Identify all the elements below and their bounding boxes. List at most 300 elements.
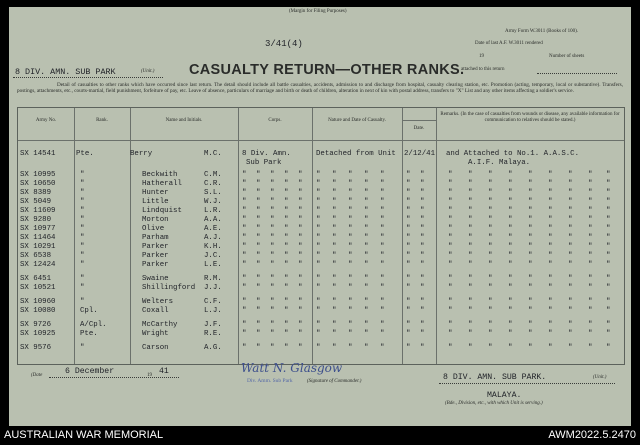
ditto-mark: " [380, 321, 385, 329]
ditto-mark: " [332, 180, 337, 188]
ditto-mark: " [568, 344, 573, 352]
initials: L.J. [204, 307, 222, 315]
ditto-mark: " [348, 298, 353, 306]
table-row-first [18, 150, 624, 167]
ditto-mark: " [316, 344, 321, 352]
ditto-mark: " [468, 252, 473, 260]
ditto-mark: " [270, 189, 275, 197]
ditto-mark: " [420, 198, 425, 206]
ditto-mark: " [284, 275, 289, 283]
col-date: Date. [413, 126, 425, 131]
ditto-mark: " [348, 189, 353, 197]
ditto-mark: " [256, 344, 261, 352]
initials: M.C. [204, 150, 222, 158]
ditto-mark: " [242, 344, 247, 352]
initials: J.J. [204, 284, 222, 292]
ditto-mark: " [332, 252, 337, 260]
location-label: (Bde., Division, etc., with which Unit is serving.) [445, 401, 543, 406]
ditto-mark: " [468, 180, 473, 188]
ditto-mark: " [528, 330, 533, 338]
surname: Swaine [142, 275, 169, 283]
ditto-mark: " [606, 180, 611, 188]
ditto-mark: " [298, 216, 303, 224]
ditto-mark: " [488, 234, 493, 242]
ditto-mark: " [448, 216, 453, 224]
casualty-return-form [9, 7, 631, 426]
ditto-mark: " [588, 252, 593, 260]
ditto-mark: " [348, 225, 353, 233]
ditto-mark: " [508, 225, 513, 233]
ditto-mark: " [488, 243, 493, 251]
ditto-mark: " [348, 171, 353, 179]
ditto-mark: " [406, 344, 411, 352]
rank: Pte. [76, 150, 94, 158]
ditto-mark: " [380, 171, 385, 179]
ditto-mark: " [588, 243, 593, 251]
ditto-mark: " [548, 321, 553, 329]
ditto-mark: " [468, 189, 473, 197]
col-name: Name and Initials. [165, 118, 203, 123]
ditto-mark: " [380, 284, 385, 292]
date-label: (Date [31, 373, 43, 378]
ditto-mark: " [242, 252, 247, 260]
ditto-mark: " [588, 344, 593, 352]
casualty-table [17, 107, 625, 365]
ditto-mark: " [242, 298, 247, 306]
ditto-mark: " [284, 207, 289, 215]
ditto-mark: " [348, 307, 353, 315]
ditto-mark: " [606, 207, 611, 215]
ditto-mark: " [270, 198, 275, 206]
ditto-mark: " [284, 243, 289, 251]
ditto-mark: " [588, 180, 593, 188]
ditto-mark: " [284, 307, 289, 315]
ditto-mark: " [380, 207, 385, 215]
ditto-mark: " [588, 216, 593, 224]
ditto-mark: " [420, 321, 425, 329]
ditto-mark: " [606, 234, 611, 242]
ditto-mark: " [316, 216, 321, 224]
ditto-mark: " [316, 307, 321, 315]
ditto-mark: " [488, 344, 493, 352]
rank: " [80, 198, 85, 206]
ditto-mark: " [448, 171, 453, 179]
ditto-mark: " [420, 243, 425, 251]
ditto-mark: " [588, 189, 593, 197]
army-no: SX 11464 [20, 234, 56, 242]
ditto-mark: " [548, 243, 553, 251]
rank: " [80, 207, 85, 215]
initials: A.A. [204, 216, 222, 224]
initials: L.E. [204, 261, 222, 269]
ditto-mark: " [298, 171, 303, 179]
ditto-mark: " [406, 225, 411, 233]
ditto-mark: " [468, 275, 473, 283]
ditto-mark: " [420, 307, 425, 315]
ditto-mark: " [568, 307, 573, 315]
ditto-mark: " [380, 261, 385, 269]
ditto-mark: " [508, 207, 513, 215]
ditto-mark: " [406, 275, 411, 283]
ditto-mark: " [380, 180, 385, 188]
ditto-mark: " [332, 330, 337, 338]
ditto-mark: " [316, 284, 321, 292]
army-no: SX 11609 [20, 207, 56, 215]
ditto-mark: " [256, 261, 261, 269]
ditto-mark: " [420, 275, 425, 283]
ditto-mark: " [448, 298, 453, 306]
ditto-mark: " [448, 207, 453, 215]
ditto-mark: " [548, 284, 553, 292]
initials: J.C. [204, 252, 222, 260]
ditto-mark: " [406, 234, 411, 242]
ditto-mark: " [284, 261, 289, 269]
ditto-mark: " [448, 307, 453, 315]
ditto-mark: " [420, 216, 425, 224]
ditto-mark: " [448, 344, 453, 352]
rank: " [80, 216, 85, 224]
ditto-mark: " [406, 307, 411, 315]
ditto-mark: " [406, 243, 411, 251]
ditto-mark: " [406, 216, 411, 224]
ditto-mark: " [316, 180, 321, 188]
nature: Detached from Unit [316, 150, 396, 158]
ditto-mark: " [548, 234, 553, 242]
rank: " [80, 344, 85, 352]
ditto-mark: " [298, 252, 303, 260]
ditto-mark: " [332, 275, 337, 283]
ditto-mark: " [568, 330, 573, 338]
ditto-mark: " [242, 234, 247, 242]
ditto-mark: " [380, 234, 385, 242]
ditto-mark: " [364, 252, 369, 260]
ditto-mark: " [508, 252, 513, 260]
ditto-mark: " [548, 198, 553, 206]
ditto-mark: " [332, 207, 337, 215]
initials: L.R. [204, 207, 222, 215]
ditto-mark: " [548, 261, 553, 269]
ditto-mark: " [548, 252, 553, 260]
ditto-mark: " [588, 330, 593, 338]
ditto-mark: " [568, 180, 573, 188]
ditto-mark: " [380, 330, 385, 338]
army-no: SX 6538 [20, 252, 52, 260]
ditto-mark: " [568, 284, 573, 292]
archive-footer [0, 426, 640, 445]
ditto-mark: " [256, 207, 261, 215]
surname: Little [142, 198, 169, 206]
ditto-mark: " [332, 216, 337, 224]
table-row [18, 330, 624, 340]
ditto-mark: " [298, 284, 303, 292]
ditto-mark: " [270, 275, 275, 283]
instructions-text: Detail of casualties to other ranks which have occurred since last return. The detail should include all battle casualties, accidents, admission to and discharge from hospital, casualty clearing station, etc. Promotion (acting, temporary, local or substantive). Transfers, postings, attachments, etc., courts-martial, field punishment, forfeiture of pay, etc. Leave of absence, particulars of marriage and birth or death of children, alteration in next of kin with postal address, transfers to "X" List and any other items affecting a soldier's service. [17, 82, 623, 94]
army-no: SX 9280 [20, 216, 52, 224]
initials: R.E. [204, 330, 222, 338]
ditto-mark: " [548, 344, 553, 352]
ditto-mark: " [270, 307, 275, 315]
ditto-mark: " [588, 207, 593, 215]
ditto-mark: " [364, 243, 369, 251]
army-no: SX 10650 [20, 180, 56, 188]
initials: S.L. [204, 189, 222, 197]
ditto-mark: " [548, 298, 553, 306]
ditto-mark: " [508, 275, 513, 283]
ditto-mark: " [488, 275, 493, 283]
army-no: SX 10977 [20, 225, 56, 233]
ditto-mark: " [242, 330, 247, 338]
ditto-mark: " [284, 180, 289, 188]
ditto-mark: " [242, 307, 247, 315]
ditto-mark: " [364, 234, 369, 242]
ditto-mark: " [508, 234, 513, 242]
ditto-mark: " [448, 330, 453, 338]
ditto-mark: " [406, 298, 411, 306]
ditto-mark: " [284, 216, 289, 224]
ditto-mark: " [528, 207, 533, 215]
ditto-mark: " [332, 284, 337, 292]
ditto-mark: " [284, 171, 289, 179]
ditto-mark: " [528, 234, 533, 242]
ditto-mark: " [488, 284, 493, 292]
ditto-mark: " [548, 207, 553, 215]
ditto-mark: " [508, 189, 513, 197]
date: 2/12/41 [404, 150, 436, 158]
ditto-mark: " [588, 307, 593, 315]
ditto-mark: " [448, 261, 453, 269]
ditto-mark: " [420, 344, 425, 352]
rank: " [80, 189, 85, 197]
army-no: SX 10960 [20, 298, 56, 306]
initials: J.F. [204, 321, 222, 329]
initials: C.F. [204, 298, 222, 306]
ditto-mark: " [420, 252, 425, 260]
ditto-mark: " [488, 198, 493, 206]
ditto-mark: " [588, 298, 593, 306]
ditto-mark: " [332, 171, 337, 179]
ditto-mark: " [488, 207, 493, 215]
ditto-mark: " [242, 207, 247, 215]
ditto-mark: " [508, 307, 513, 315]
ditto-mark: " [284, 330, 289, 338]
ditto-mark: " [380, 252, 385, 260]
ditto-mark: " [548, 216, 553, 224]
ditto-mark: " [468, 330, 473, 338]
ditto-mark: " [332, 307, 337, 315]
ditto-mark: " [242, 216, 247, 224]
ditto-mark: " [270, 298, 275, 306]
initials: C.R. [204, 180, 222, 188]
ditto-mark: " [528, 344, 533, 352]
ditto-mark: " [528, 243, 533, 251]
ditto-mark: " [528, 307, 533, 315]
ditto-mark: " [488, 171, 493, 179]
surname: Hatherall [142, 180, 182, 188]
ditto-mark: " [420, 207, 425, 215]
ditto-mark: " [256, 275, 261, 283]
rank: " [80, 275, 85, 283]
ditto-mark: " [348, 261, 353, 269]
ditto-mark: " [606, 198, 611, 206]
ditto-mark: " [606, 225, 611, 233]
rank: " [80, 243, 85, 251]
ditto-mark: " [448, 198, 453, 206]
ditto-mark: " [364, 261, 369, 269]
surname: Carson [142, 344, 169, 352]
rank: " [80, 261, 85, 269]
ditto-mark: " [256, 284, 261, 292]
surname: Welters [142, 298, 174, 306]
ditto-mark: " [488, 298, 493, 306]
ditto-mark: " [568, 198, 573, 206]
surname: Lindquist [142, 207, 182, 215]
sheets-label: Number of sheets [549, 54, 585, 59]
col-army-no: Army No. [35, 118, 57, 123]
ditto-mark: " [606, 321, 611, 329]
ditto-mark: " [468, 261, 473, 269]
ditto-mark: " [348, 284, 353, 292]
ditto-mark: " [270, 234, 275, 242]
ditto-mark: " [332, 243, 337, 251]
accession-number: AWM2022.5.2470 [548, 429, 636, 441]
ditto-mark: " [548, 225, 553, 233]
ditto-mark: " [488, 261, 493, 269]
initials: W.J. [204, 198, 222, 206]
ditto-mark: " [364, 321, 369, 329]
ditto-mark: " [242, 275, 247, 283]
ditto-mark: " [420, 261, 425, 269]
ditto-mark: " [606, 252, 611, 260]
ditto-mark: " [548, 189, 553, 197]
ditto-mark: " [380, 189, 385, 197]
unit-rule-bottom [439, 383, 615, 384]
ditto-mark: " [242, 261, 247, 269]
ditto-mark: " [256, 189, 261, 197]
ditto-mark: " [316, 261, 321, 269]
ditto-mark: " [364, 171, 369, 179]
ditto-mark: " [270, 207, 275, 215]
ditto-mark: " [270, 330, 275, 338]
ditto-mark: " [406, 198, 411, 206]
ditto-mark: " [270, 344, 275, 352]
ditto-mark: " [380, 216, 385, 224]
ditto-mark: " [508, 330, 513, 338]
surname: Parham [142, 234, 169, 242]
army-no: SX 6451 [20, 275, 52, 283]
ditto-mark: " [298, 321, 303, 329]
ditto-mark: " [348, 344, 353, 352]
ditto-mark: " [332, 298, 337, 306]
ditto-mark: " [420, 298, 425, 306]
ditto-mark: " [420, 234, 425, 242]
ditto-mark: " [606, 344, 611, 352]
surname: Parker [142, 261, 169, 269]
ditto-mark: " [364, 344, 369, 352]
ditto-mark: " [364, 180, 369, 188]
ditto-mark: " [316, 198, 321, 206]
ditto-mark: " [298, 344, 303, 352]
ditto-mark: " [284, 284, 289, 292]
ditto-mark: " [548, 330, 553, 338]
ditto-mark: " [468, 284, 473, 292]
initials: A.G. [204, 344, 222, 352]
ditto-mark: " [364, 275, 369, 283]
ditto-mark: " [256, 298, 261, 306]
ditto-mark: " [242, 225, 247, 233]
ditto-mark: " [380, 344, 385, 352]
ditto-mark: " [568, 171, 573, 179]
ditto-mark: " [242, 180, 247, 188]
surname: Hunter [142, 189, 169, 197]
ditto-mark: " [298, 180, 303, 188]
ditto-mark: " [364, 284, 369, 292]
ditto-mark: " [242, 321, 247, 329]
army-no: SX 10995 [20, 171, 56, 179]
ditto-mark: " [420, 189, 425, 197]
ditto-mark: " [420, 171, 425, 179]
ditto-mark: " [448, 284, 453, 292]
ditto-mark: " [588, 234, 593, 242]
ditto-mark: " [380, 198, 385, 206]
ditto-mark: " [528, 180, 533, 188]
ditto-mark: " [332, 198, 337, 206]
ditto-mark: " [568, 207, 573, 215]
unit-rule [13, 77, 163, 78]
ditto-mark: " [588, 284, 593, 292]
ditto-mark: " [606, 171, 611, 179]
ditto-mark: " [298, 225, 303, 233]
table-row [18, 261, 624, 271]
col-nature: Nature and Date of Casualty. [328, 118, 386, 123]
unit-name-typed: 8 DIV. AMN. SUB PARK [15, 67, 116, 77]
rank: A/Cpl. [80, 321, 107, 329]
ditto-mark: " [508, 180, 513, 188]
ditto-mark: " [332, 344, 337, 352]
ditto-mark: " [348, 321, 353, 329]
ditto-mark: " [242, 171, 247, 179]
ditto-mark: " [270, 180, 275, 188]
surname: Beckwith [142, 171, 178, 179]
ditto-mark: " [468, 225, 473, 233]
ditto-mark: " [256, 180, 261, 188]
ditto-mark: " [298, 298, 303, 306]
ditto-mark: " [364, 298, 369, 306]
ditto-mark: " [448, 234, 453, 242]
ditto-mark: " [284, 298, 289, 306]
ditto-mark: " [528, 216, 533, 224]
ditto-mark: " [568, 225, 573, 233]
ditto-mark: " [568, 216, 573, 224]
ditto-mark: " [332, 189, 337, 197]
ditto-mark: " [488, 180, 493, 188]
ditto-mark: " [270, 171, 275, 179]
ditto-mark: " [468, 307, 473, 315]
rank: " [80, 225, 85, 233]
ditto-mark: " [448, 321, 453, 329]
ditto-mark: " [606, 261, 611, 269]
institution-name: AUSTRALIAN WAR MEMORIAL [4, 429, 164, 441]
ditto-mark: " [488, 252, 493, 260]
initials: R.M. [204, 275, 222, 283]
ditto-mark: " [298, 261, 303, 269]
rank: " [80, 298, 85, 306]
ditto-mark: " [606, 216, 611, 224]
ditto-mark: " [588, 171, 593, 179]
ditto-mark: " [548, 307, 553, 315]
ditto-mark: " [488, 321, 493, 329]
ditto-mark: " [528, 252, 533, 260]
ditto-mark: " [270, 284, 275, 292]
